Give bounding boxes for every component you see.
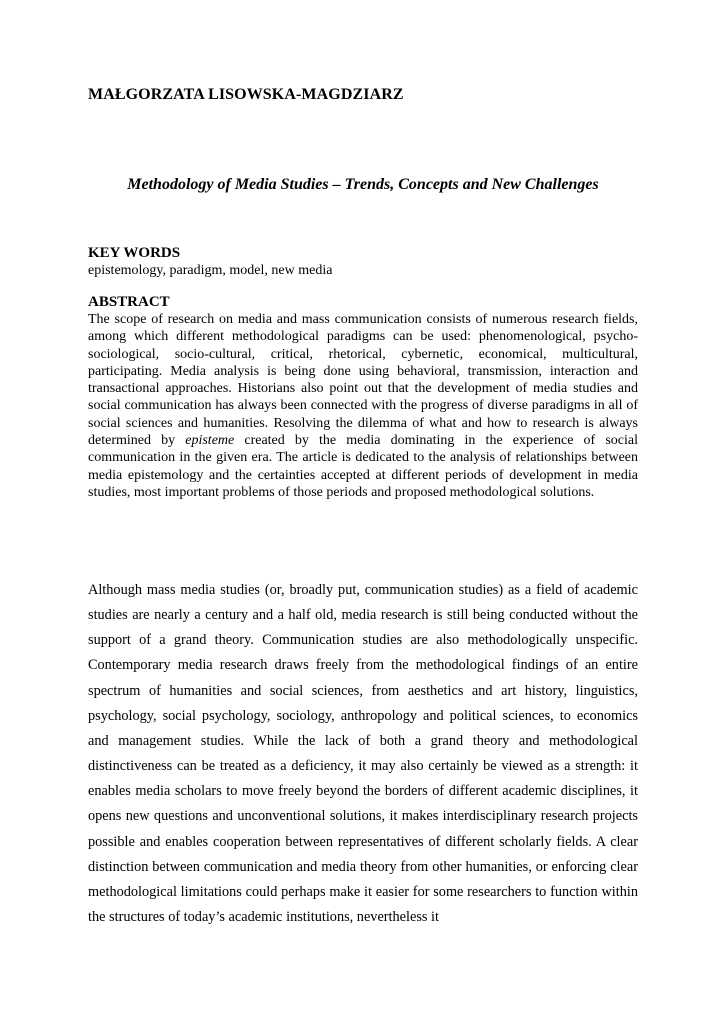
abstract-heading: ABSTRACT xyxy=(88,294,170,310)
article-title: Methodology of Media Studies – Trends, Concepts and New Challenges xyxy=(127,176,599,193)
abstract-italic-term: episteme xyxy=(185,433,235,449)
abstract-text xyxy=(88,311,638,501)
author-name: MAŁGORZATA LISOWSKA-MAGDZIARZ xyxy=(88,86,404,103)
body-paragraph: Although mass media studies (or, broadly put, communication studies) as a field of academic studies are nearly a century and a half old, media research is still being conducted without the support of a grand theory. Communication studies are also methodologically unspecific. Contemporary media research draws freely from the methodological findings of an entire spectrum of humanities and social sciences, from aesthetics and art history, linguistics, psychology, social psychology, sociology, anthropology and political sciences, to economics and management studies. While the lack of both a grand theory and methodological distinctiveness can be treated as a deficiency, it may also certainly be viewed as a strength: it enables media scholars to move freely beyond the borders of different academic disciplines, it opens new questions and unconventional solutions, it makes interdisciplinary research projects possible and enables cooperation between representatives of different scholarly fields. A clear distinction between communication and media theory from other humanities, or enforcing clear methodological limitations could perhaps make it easier for some researchers to function within the structures of today’s academic institutions, nevertheless it xyxy=(88,582,638,926)
abstract-text-before: The scope of research on media and mass communication consists of numerous research fields, among which different methodological paradigms can be used: phenomenological, psycho-sociological, socio-cultural, critical, rhetorical, cybernetic, economical, multicultural, participating. Media analysis is being done using behavioral, transmission, interaction and transactional approaches. Historians also point out that the development of media studies and social communication has always been connected with the progress of diverse paradigms in all of social sciences and humanities. Resolving the dilemma of what and how to research is always determined by xyxy=(88,312,638,449)
abstract-section xyxy=(88,294,638,501)
keywords-heading: KEY WORDS xyxy=(88,245,181,261)
keywords-text: epistemology, paradigm, model, new media xyxy=(88,263,333,278)
abstract-text-after: created by the media dominating in the experience of social communication in the given era. The article is dedicated to the analysis of relationships between media epistemology and the certainties accepted at different periods of development in media studies, most important problems of those periods and proposed methodological solutions. xyxy=(88,433,638,500)
keywords-section xyxy=(88,245,638,279)
